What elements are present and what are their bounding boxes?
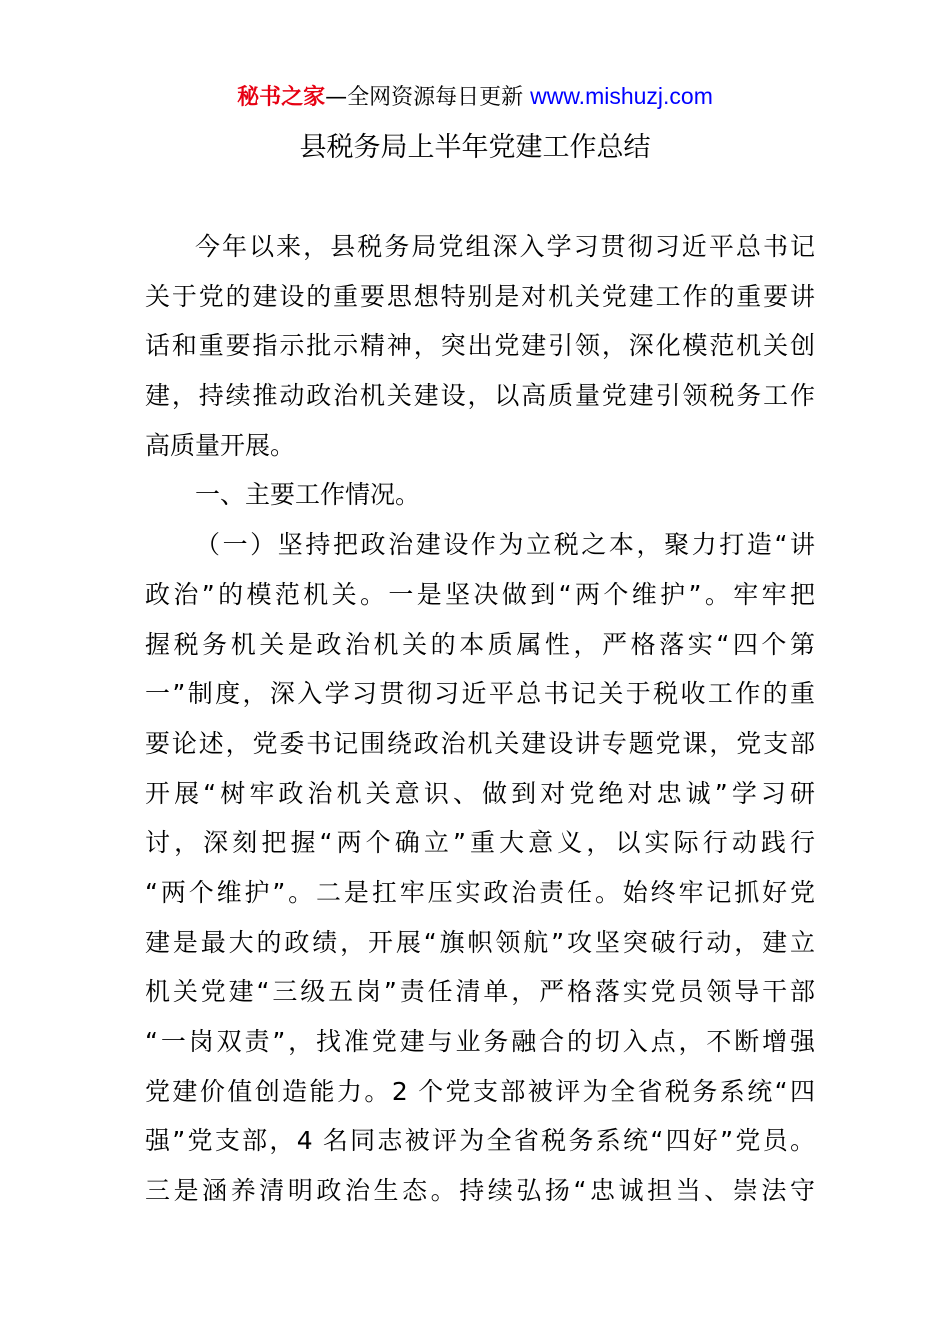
document-body: [145, 222, 815, 1216]
paragraph-line: 今年以来，县税务局党组深入学习贯彻习近平总书记: [195, 232, 815, 261]
paragraph-line: 党建价值创造能力。2 个党支部被评为全省税务系统“四: [145, 1076, 815, 1106]
paragraph-line: 建是最大的政绩，开展“旗帜领航”攻坚突破行动，建立: [145, 927, 815, 957]
document-title: 县税务局上半年党建工作总结: [299, 132, 651, 163]
paragraph-line: （一）坚持把政治建设作为立税之本，聚力打造“讲: [195, 530, 815, 560]
site-slogan: —全网资源每日更新: [325, 85, 524, 110]
paragraph-line: 讨，深刻把握“两个确立”重大意义，以实际行动践行: [145, 828, 815, 858]
paragraph-line: 开展“树牢政治机关意识、做到对党绝对忠诚”学习研: [145, 778, 815, 808]
paragraph-line: “两个维护”。二是扛牢压实政治责任。始终牢记抓好党: [145, 877, 815, 907]
paragraph-line: 握税务机关是政治机关的本质属性，严格落实“四个第: [145, 629, 815, 659]
site-header: [0, 80, 950, 114]
paragraph-line: 政治”的模范机关。一是坚决做到“两个维护”。牢牢把: [145, 579, 815, 609]
paragraph-line: 强”党支部，4 名同志被评为全省税务系统“四好”党员。: [145, 1126, 815, 1156]
paragraph-line: 一”制度，深入学习贯彻习近平总书记关于税收工作的重: [145, 679, 815, 709]
site-url[interactable]: www.mishuzj.com: [530, 83, 713, 109]
brand-name: 秘书之家: [237, 85, 326, 110]
paragraph-line: 三是涵养清明政治生态。持续弘扬“忠诚担当、崇法守: [145, 1176, 815, 1206]
paragraph-line: “一岗双责”，找准党建与业务融合的切入点，不断增强: [145, 1027, 815, 1056]
paragraph-line: 关于党的建设的重要思想特别是对机关党建工作的重要讲: [145, 281, 815, 311]
paragraph-line: 要论述，党委书记围绕政治机关建设讲专题党课，党支部: [145, 728, 815, 758]
paragraph-line: 机关党建“三级五岗”责任清单，严格落实党员领导干部: [145, 977, 815, 1007]
paragraph-line: 话和重要指示批示精神，突出党建引领，深化模范机关创: [145, 331, 815, 361]
paragraph-line: 高质量开展。: [145, 430, 296, 460]
section-heading: 一、主要工作情况。: [195, 480, 421, 510]
paragraph-line: 建，持续推动政治机关建设，以高质量党建引领税务工作: [145, 381, 815, 411]
